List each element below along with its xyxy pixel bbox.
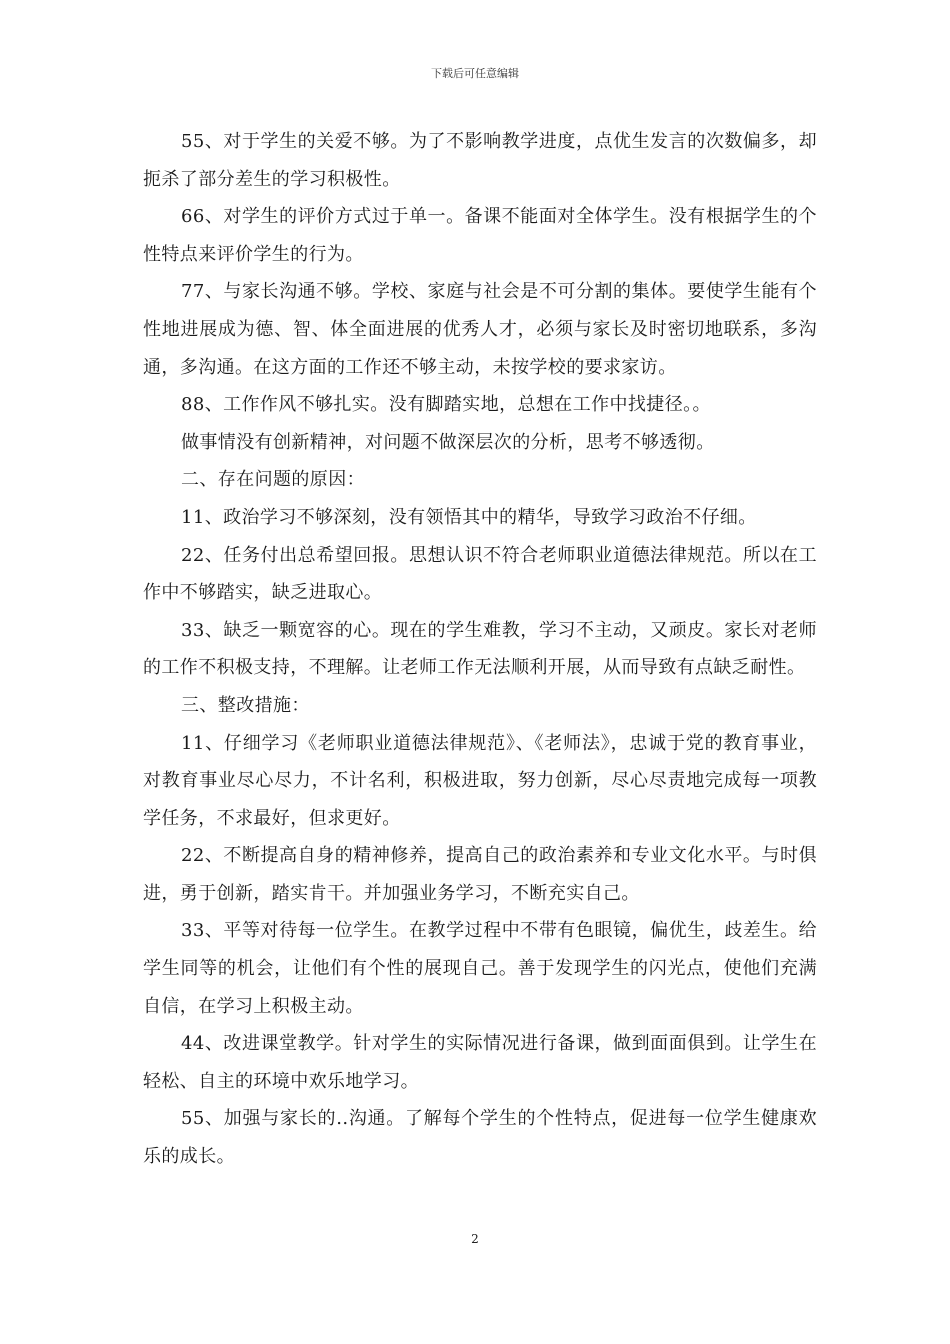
document-body (143, 123, 817, 1176)
paragraph-issue-parent-communication: 77、与家长沟通不够。学校、家庭与社会是不可分割的集体。要使学生能有个性地进展成为德、智、体全面进展的优秀人才，必须与家长及时密切地联系，多沟通，多沟通。在这方面的工作还不够主动，未按学校的要求家访。 (143, 281, 817, 378)
page-header: 下载后可任意编辑 (431, 67, 519, 80)
paragraph-measure-study-code: 11、仔细学习《老师职业道德法律规范》、《老师法》，忠诚于党的教育事业，对教育事业尽心尽力，不计名利，积极进取，努力创新，尽心尽责地完成每一项教学任务，不求最好，但求更好。 (143, 732, 817, 829)
section-heading-causes: 二、存在问题的原因： (181, 469, 365, 491)
paragraph-issue-innovation: 做事情没有创新精神，对问题不做深层次的分析，思考不够透彻。 (181, 431, 715, 453)
paragraph-issue-work-style: 88、工作作风不够扎实。没有脚踏实地，总想在工作中找捷径。。 (181, 394, 711, 416)
paragraph-cause-tolerance: 33、缺乏一颗宽容的心。现在的学生难教，学习不主动，又顽皮。家长对老师的工作不积极支持，不理解。让老师工作无法顺利开展，从而导致有点缺乏耐性。 (143, 619, 817, 679)
paragraph-measure-equal-treatment: 33、平等对待每一位学生。在教学过程中不带有色眼镜，偏优生，歧差生。给学生同等的机会，让他们有个性的展现自己。善于发现学生的闪光点，使他们充满自信，在学习上积极主动。 (143, 920, 817, 1017)
paragraph-measure-classroom: 44、改进课堂教学。针对学生的实际情况进行备课，做到面面俱到。让学生在轻松、自主的环境中欢乐地学习。 (143, 1033, 817, 1092)
paragraph-cause-political-study: 11、政治学习不够深刻，没有领悟其中的精华，导致学习政治不仔细。 (181, 506, 757, 528)
paragraph-cause-expect-return: 22、任务付出总希望回报。思想认识不符合老师职业道德法律规范。所以在工作中不够踏实，缺乏进取心。 (143, 544, 817, 604)
page-number: 2 (471, 1232, 479, 1246)
section-heading-measures: 三、整改措施： (181, 694, 310, 716)
paragraph-issue-care: 55、对于学生的关爱不够。为了不影响教学进度，点优生发言的次数偏多，却扼杀了部分差生的学习积极性。 (143, 131, 817, 190)
paragraph-measure-parent-communication: 55、加强与家长的..沟通。了解每个学生的个性特点，促进每一位学生健康欢乐的成长。 (143, 1108, 817, 1168)
paragraph-issue-evaluation: 66、对学生的评价方式过于单一。备课不能面对全体学生。没有根据学生的个性特点来评价学生的行为。 (143, 206, 817, 265)
paragraph-measure-self-improvement: 22、不断提高自身的精神修养，提高自己的政治素养和专业文化水平。与时俱进，勇于创新，踏实肯干。并加强业务学习，不断充实自己。 (143, 845, 817, 904)
